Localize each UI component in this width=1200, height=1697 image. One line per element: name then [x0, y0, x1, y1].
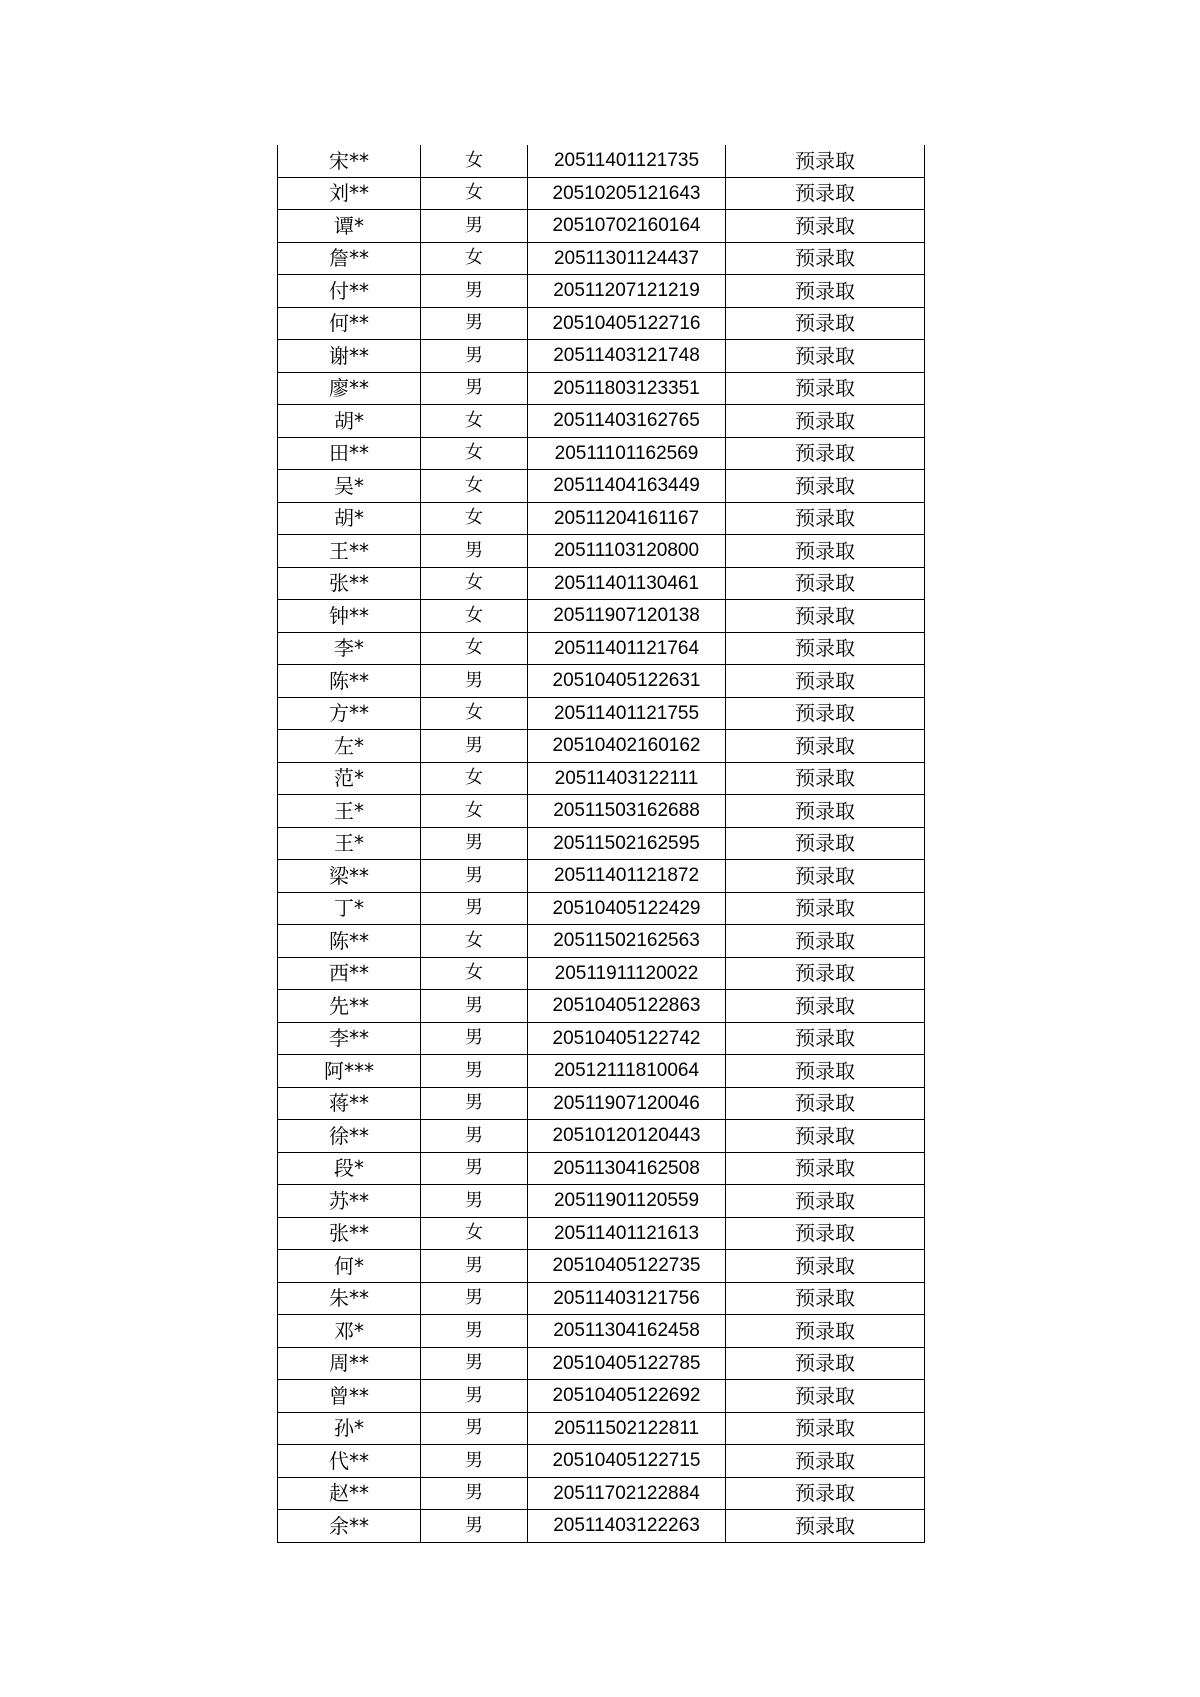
- admission-status-cell: 预录取: [726, 275, 925, 308]
- candidate-name-cell: 吴*: [278, 470, 421, 503]
- candidate-exam-number-cell: 20511502122811: [528, 1412, 726, 1445]
- table-row: [278, 275, 925, 308]
- candidate-gender-cell: 女: [421, 405, 528, 438]
- admission-status-cell: 预录取: [726, 1022, 925, 1055]
- candidate-exam-number-cell: 20511401121735: [528, 145, 726, 177]
- table-row: [278, 1510, 925, 1543]
- candidate-gender-cell: 男: [421, 372, 528, 405]
- candidate-exam-number-cell: 20511401121755: [528, 697, 726, 730]
- candidate-gender-cell: 男: [421, 1250, 528, 1283]
- table-row: [278, 1250, 925, 1283]
- candidate-name-cell: 田**: [278, 437, 421, 470]
- admission-status-cell: 预录取: [726, 145, 925, 177]
- candidate-name-cell: 丁*: [278, 892, 421, 925]
- table-row: [278, 567, 925, 600]
- candidate-name-cell: 张**: [278, 1217, 421, 1250]
- table-row: [278, 860, 925, 893]
- table-row: [278, 762, 925, 795]
- candidate-exam-number-cell: 20510405122631: [528, 665, 726, 698]
- candidate-gender-cell: 男: [421, 1282, 528, 1315]
- admission-table: [277, 145, 925, 1543]
- candidate-exam-number-cell: 20511901120559: [528, 1185, 726, 1218]
- candidate-name-cell: 梁**: [278, 860, 421, 893]
- candidate-gender-cell: 女: [421, 632, 528, 665]
- candidate-name-cell: 周**: [278, 1347, 421, 1380]
- candidate-gender-cell: 女: [421, 697, 528, 730]
- candidate-exam-number-cell: 20511101162569: [528, 437, 726, 470]
- table-row: [278, 1152, 925, 1185]
- candidate-name-cell: 谢**: [278, 340, 421, 373]
- candidate-gender-cell: 男: [421, 1412, 528, 1445]
- candidate-exam-number-cell: 20511304162508: [528, 1152, 726, 1185]
- admission-status-cell: 预录取: [726, 892, 925, 925]
- admission-status-cell: 预录取: [726, 1217, 925, 1250]
- table-row: [278, 1022, 925, 1055]
- candidate-exam-number-cell: 20510405122785: [528, 1347, 726, 1380]
- admission-status-cell: 预录取: [726, 632, 925, 665]
- candidate-name-cell: 段*: [278, 1152, 421, 1185]
- candidate-exam-number-cell: 20510405122715: [528, 1445, 726, 1478]
- table-row: [278, 632, 925, 665]
- admission-status-cell: 预录取: [726, 697, 925, 730]
- candidate-name-cell: 邓*: [278, 1315, 421, 1348]
- candidate-gender-cell: 男: [421, 827, 528, 860]
- admission-status-cell: 预录取: [726, 340, 925, 373]
- candidate-gender-cell: 男: [421, 730, 528, 763]
- admission-status-cell: 预录取: [726, 1055, 925, 1088]
- candidate-exam-number-cell: 20511403122111: [528, 762, 726, 795]
- candidate-name-cell: 廖**: [278, 372, 421, 405]
- admission-status-cell: 预录取: [726, 307, 925, 340]
- candidate-exam-number-cell: 20511401130461: [528, 567, 726, 600]
- candidate-exam-number-cell: 20511103120800: [528, 535, 726, 568]
- table-row: [278, 1120, 925, 1153]
- table-row: [278, 340, 925, 373]
- table-row: [278, 697, 925, 730]
- candidate-gender-cell: 男: [421, 340, 528, 373]
- candidate-name-cell: 朱**: [278, 1282, 421, 1315]
- candidate-gender-cell: 男: [421, 1087, 528, 1120]
- candidate-gender-cell: 男: [421, 1022, 528, 1055]
- table-row: [278, 242, 925, 275]
- admission-status-cell: 预录取: [726, 730, 925, 763]
- candidate-name-cell: 西**: [278, 957, 421, 990]
- candidate-gender-cell: 男: [421, 1510, 528, 1543]
- admission-status-cell: 预录取: [726, 1477, 925, 1510]
- candidate-gender-cell: 女: [421, 795, 528, 828]
- admission-status-cell: 预录取: [726, 795, 925, 828]
- candidate-exam-number-cell: 20511502162595: [528, 827, 726, 860]
- candidate-name-cell: 詹**: [278, 242, 421, 275]
- admission-status-cell: 预录取: [726, 827, 925, 860]
- admission-status-cell: 预录取: [726, 1445, 925, 1478]
- candidate-exam-number-cell: 20511911120022: [528, 957, 726, 990]
- table-row: [278, 405, 925, 438]
- table-row: [278, 1380, 925, 1413]
- admission-status-cell: 预录取: [726, 1250, 925, 1283]
- candidate-exam-number-cell: 20511404163449: [528, 470, 726, 503]
- candidate-name-cell: 蒋**: [278, 1087, 421, 1120]
- candidate-name-cell: 付**: [278, 275, 421, 308]
- candidate-gender-cell: 男: [421, 1120, 528, 1153]
- admission-status-cell: 预录取: [726, 567, 925, 600]
- admission-status-cell: 预录取: [726, 600, 925, 633]
- admission-status-cell: 预录取: [726, 1282, 925, 1315]
- candidate-name-cell: 方**: [278, 697, 421, 730]
- admission-status-cell: 预录取: [726, 502, 925, 535]
- candidate-gender-cell: 男: [421, 1477, 528, 1510]
- candidate-exam-number-cell: 20511503162688: [528, 795, 726, 828]
- candidate-exam-number-cell: 20510702160164: [528, 210, 726, 243]
- candidate-name-cell: 苏**: [278, 1185, 421, 1218]
- candidate-gender-cell: 男: [421, 860, 528, 893]
- table-row: [278, 1412, 925, 1445]
- candidate-gender-cell: 男: [421, 1055, 528, 1088]
- candidate-gender-cell: 女: [421, 925, 528, 958]
- candidate-exam-number-cell: 20512111810064: [528, 1055, 726, 1088]
- candidate-name-cell: 王*: [278, 795, 421, 828]
- admission-table-body: [278, 145, 925, 1542]
- candidate-gender-cell: 女: [421, 145, 528, 177]
- admission-status-cell: 预录取: [726, 1087, 925, 1120]
- admission-status-cell: 预录取: [726, 372, 925, 405]
- candidate-name-cell: 曾**: [278, 1380, 421, 1413]
- candidate-gender-cell: 女: [421, 437, 528, 470]
- candidate-gender-cell: 女: [421, 242, 528, 275]
- candidate-exam-number-cell: 20511403121756: [528, 1282, 726, 1315]
- candidate-name-cell: 胡*: [278, 502, 421, 535]
- candidate-gender-cell: 男: [421, 665, 528, 698]
- table-row: [278, 470, 925, 503]
- table-row: [278, 1477, 925, 1510]
- table-row: [278, 307, 925, 340]
- candidate-exam-number-cell: 20511301124437: [528, 242, 726, 275]
- admission-status-cell: 预录取: [726, 762, 925, 795]
- admission-status-cell: 预录取: [726, 242, 925, 275]
- candidate-name-cell: 王**: [278, 535, 421, 568]
- candidate-exam-number-cell: 20511502162563: [528, 925, 726, 958]
- table-row: [278, 892, 925, 925]
- candidate-name-cell: 钟**: [278, 600, 421, 633]
- admission-status-cell: 预录取: [726, 957, 925, 990]
- admission-status-cell: 预录取: [726, 177, 925, 210]
- table-row: [278, 600, 925, 633]
- candidate-exam-number-cell: 20510405122742: [528, 1022, 726, 1055]
- candidate-name-cell: 赵**: [278, 1477, 421, 1510]
- admission-status-cell: 预录取: [726, 925, 925, 958]
- admission-status-cell: 预录取: [726, 210, 925, 243]
- admission-status-cell: 预录取: [726, 1152, 925, 1185]
- candidate-name-cell: 余**: [278, 1510, 421, 1543]
- candidate-exam-number-cell: 20511702122884: [528, 1477, 726, 1510]
- candidate-name-cell: 胡*: [278, 405, 421, 438]
- table-row: [278, 827, 925, 860]
- candidate-gender-cell: 女: [421, 502, 528, 535]
- candidate-name-cell: 范*: [278, 762, 421, 795]
- table-row: [278, 1347, 925, 1380]
- candidate-exam-number-cell: 20511403122263: [528, 1510, 726, 1543]
- candidate-exam-number-cell: 20510405122692: [528, 1380, 726, 1413]
- candidate-gender-cell: 男: [421, 1347, 528, 1380]
- table-row: [278, 665, 925, 698]
- table-row: [278, 1087, 925, 1120]
- table-row: [278, 145, 925, 177]
- candidate-exam-number-cell: 20510405122429: [528, 892, 726, 925]
- candidate-name-cell: 阿***: [278, 1055, 421, 1088]
- candidate-exam-number-cell: 20511204161167: [528, 502, 726, 535]
- candidate-name-cell: 李*: [278, 632, 421, 665]
- admission-status-cell: 预录取: [726, 1185, 925, 1218]
- candidate-gender-cell: 男: [421, 535, 528, 568]
- candidate-gender-cell: 男: [421, 1380, 528, 1413]
- candidate-gender-cell: 女: [421, 1217, 528, 1250]
- admission-status-cell: 预录取: [726, 1510, 925, 1543]
- admission-status-cell: 预录取: [726, 1315, 925, 1348]
- candidate-name-cell: 刘**: [278, 177, 421, 210]
- admission-status-cell: 预录取: [726, 860, 925, 893]
- candidate-exam-number-cell: 20510405122716: [528, 307, 726, 340]
- candidate-exam-number-cell: 20510205121643: [528, 177, 726, 210]
- table-row: [278, 730, 925, 763]
- candidate-gender-cell: 女: [421, 957, 528, 990]
- candidate-name-cell: 何**: [278, 307, 421, 340]
- admission-status-cell: 预录取: [726, 990, 925, 1023]
- table-row: [278, 1217, 925, 1250]
- table-row: [278, 1445, 925, 1478]
- candidate-gender-cell: 女: [421, 177, 528, 210]
- admission-status-cell: 预录取: [726, 1380, 925, 1413]
- table-row: [278, 1185, 925, 1218]
- candidate-gender-cell: 男: [421, 307, 528, 340]
- admission-status-cell: 预录取: [726, 470, 925, 503]
- candidate-gender-cell: 女: [421, 567, 528, 600]
- candidate-name-cell: 宋**: [278, 145, 421, 177]
- candidate-exam-number-cell: 20511401121613: [528, 1217, 726, 1250]
- admission-status-cell: 预录取: [726, 405, 925, 438]
- candidate-exam-number-cell: 20511207121219: [528, 275, 726, 308]
- candidate-gender-cell: 男: [421, 1185, 528, 1218]
- candidate-gender-cell: 男: [421, 990, 528, 1023]
- admission-status-cell: 预录取: [726, 665, 925, 698]
- admission-status-cell: 预录取: [726, 1347, 925, 1380]
- candidate-name-cell: 徐**: [278, 1120, 421, 1153]
- table-row: [278, 535, 925, 568]
- candidate-name-cell: 王*: [278, 827, 421, 860]
- candidate-name-cell: 先**: [278, 990, 421, 1023]
- admission-status-cell: 预录取: [726, 437, 925, 470]
- candidate-exam-number-cell: 20511403121748: [528, 340, 726, 373]
- candidate-exam-number-cell: 20511803123351: [528, 372, 726, 405]
- table-row: [278, 990, 925, 1023]
- candidate-gender-cell: 男: [421, 1152, 528, 1185]
- candidate-name-cell: 谭*: [278, 210, 421, 243]
- candidate-exam-number-cell: 20510120120443: [528, 1120, 726, 1153]
- table-row: [278, 795, 925, 828]
- table-row: [278, 1315, 925, 1348]
- candidate-exam-number-cell: 20511907120138: [528, 600, 726, 633]
- candidate-name-cell: 何*: [278, 1250, 421, 1283]
- candidate-name-cell: 孙*: [278, 1412, 421, 1445]
- table-row: [278, 210, 925, 243]
- candidate-name-cell: 陈**: [278, 925, 421, 958]
- candidate-gender-cell: 男: [421, 892, 528, 925]
- candidate-gender-cell: 女: [421, 600, 528, 633]
- table-row: [278, 177, 925, 210]
- table-row: [278, 957, 925, 990]
- admission-status-cell: 预录取: [726, 1412, 925, 1445]
- candidate-exam-number-cell: 20511401121764: [528, 632, 726, 665]
- table-row: [278, 437, 925, 470]
- candidate-exam-number-cell: 20511401121872: [528, 860, 726, 893]
- candidate-name-cell: 左*: [278, 730, 421, 763]
- candidate-gender-cell: 男: [421, 1445, 528, 1478]
- table-row: [278, 372, 925, 405]
- table-row: [278, 925, 925, 958]
- candidate-gender-cell: 男: [421, 275, 528, 308]
- table-row: [278, 1282, 925, 1315]
- candidate-exam-number-cell: 20510405122735: [528, 1250, 726, 1283]
- candidate-exam-number-cell: 20510405122863: [528, 990, 726, 1023]
- admission-status-cell: 预录取: [726, 1120, 925, 1153]
- table-row: [278, 502, 925, 535]
- candidate-exam-number-cell: 20511304162458: [528, 1315, 726, 1348]
- candidate-exam-number-cell: 20511403162765: [528, 405, 726, 438]
- candidate-gender-cell: 男: [421, 1315, 528, 1348]
- candidate-gender-cell: 女: [421, 470, 528, 503]
- candidate-name-cell: 李**: [278, 1022, 421, 1055]
- candidate-gender-cell: 女: [421, 762, 528, 795]
- candidate-gender-cell: 男: [421, 210, 528, 243]
- candidate-name-cell: 张**: [278, 567, 421, 600]
- candidate-name-cell: 陈**: [278, 665, 421, 698]
- admission-status-cell: 预录取: [726, 535, 925, 568]
- candidate-exam-number-cell: 20510402160162: [528, 730, 726, 763]
- candidate-name-cell: 代**: [278, 1445, 421, 1478]
- table-row: [278, 1055, 925, 1088]
- candidate-exam-number-cell: 20511907120046: [528, 1087, 726, 1120]
